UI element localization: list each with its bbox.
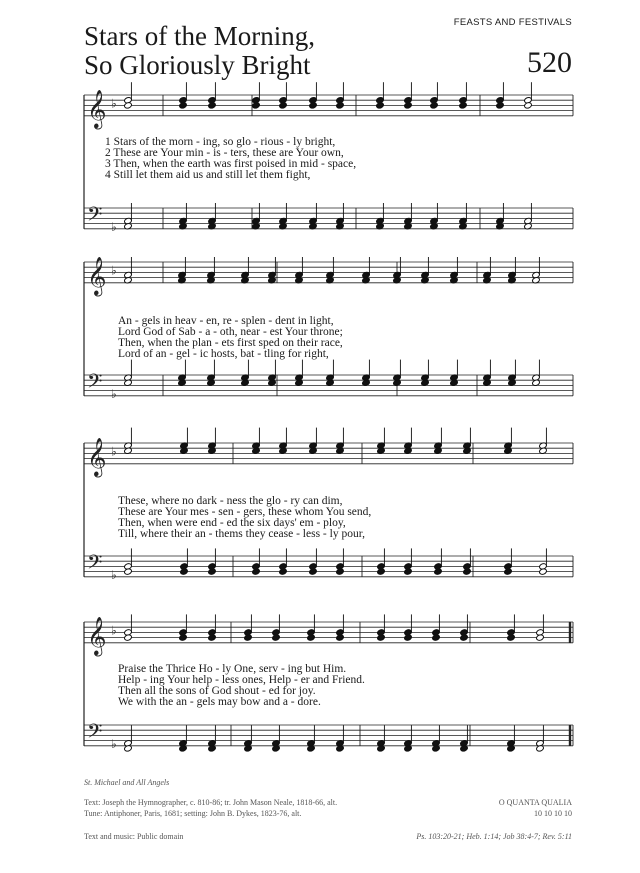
treble-clef: 𝄞 [87,88,107,128]
flat-key-signature: ♭ [111,263,117,278]
lyric-line: These are Your mes - sen - gers, these whom You send, [118,506,372,518]
flat-key-signature: ♭ [111,386,117,401]
lyric-line: Then, when were end - ed the six days' em - ploy, [118,517,346,529]
lyric-line: Help - ing Your help - less ones, Help - er and Friend. [118,674,365,686]
lyric-line: 4 Still let them aid us and still let them fight, [105,169,311,181]
copyright-note: Text and music: Public domain [84,832,184,841]
lyric-line: An - gels in heav - en, re - splen - dent in light, [118,315,334,327]
bass-clef: 𝄢 [87,202,103,231]
lyric-line: Lord God of Sab - a - oth, near - est Your throne; [118,326,343,338]
lyrics-system-2 [118,316,343,360]
treble-clef: 𝄞 [87,615,107,655]
hymn-number: 520 [527,46,572,79]
lyric-line: Praise the Thrice Ho - ly One, serv - ing but Him. [118,663,347,675]
flat-key-signature: ♭ [111,736,117,751]
lyrics-system-1 [105,137,356,181]
flat-key-signature: ♭ [111,219,117,234]
tune-credit: Tune: Antiphoner, Paris, 1681; setting: John B. Dykes, 1823-76, alt. [84,809,302,818]
tune-name: O QUANTA QUALIA [498,798,572,807]
lyric-line: Then all the sons of God shout - ed for joy. [118,685,316,697]
treble-clef: 𝄞 [87,255,107,295]
flat-key-signature: ♭ [111,96,117,111]
bass-clef: 𝄢 [87,719,103,748]
lyrics-system-4 [118,664,365,708]
occasion-note: St. Michael and All Angels [84,778,170,787]
flat-key-signature: ♭ [111,567,117,582]
scripture-references: Ps. 103:20-21; Heb. 1:14; Job 38:4-7; Rev. 5:11 [416,832,572,841]
lyric-line: 2 These are Your min - is - ters, these are Your own, [105,147,344,159]
flat-key-signature: ♭ [111,623,117,638]
treble-clef: 𝄞 [87,436,107,476]
lyric-line: Till, where their an - thems they cease - less - ly pour, [118,528,365,540]
lyric-line: 3 Then, when the earth was first poised in mid - space, [105,158,357,170]
section-label: FEASTS AND FESTIVALS [453,17,572,28]
lyric-line: Lord of an - gel - ic hosts, bat - tling for right, [118,348,329,360]
bass-clef: 𝄢 [87,550,103,579]
meter: 10 10 10 10 [534,809,572,818]
lyric-line: These, where no dark - ness the glo - ry can dim, [118,495,343,507]
bass-clef: 𝄢 [87,369,103,398]
text-credit: Text: Joseph the Hymnographer, c. 810-86; tr. John Mason Neale, 1818-66, alt. [84,798,338,807]
flat-key-signature: ♭ [111,444,117,459]
title-line-1: Stars of the Morning, [84,21,315,51]
lyric-line: We with the an - gels may bow and a - dore. [118,696,321,708]
lyrics-system-3 [118,496,371,540]
lyric-line: 1 Stars of the morn - ing, so glo - rious - ly bright, [105,136,336,148]
lyric-line: Then, when the plan - ets first sped on their race, [118,337,343,349]
title-line-2: So Gloriously Bright [84,50,311,80]
